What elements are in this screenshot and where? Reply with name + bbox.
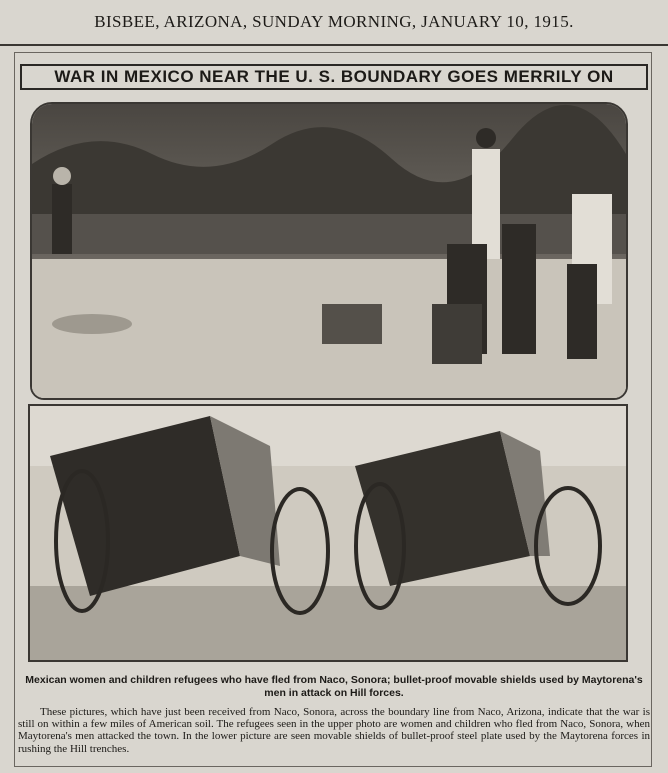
photo-refugees-image <box>32 104 626 398</box>
photo-shields <box>28 404 628 662</box>
article-body: These pictures, which have just been received from Naco, Sonora, across the boundary line from Naco, Arizona, indicate that the war is still on within a few miles of American soil. The refugees seen in the upper photo are women and children who fled from Naco, Sonora, when Maytorena's men attacked the town. In the lower picture are seen movable shields of bullet-proof steel plate used by the Maytorena forces in rushing the Hill trenches. <box>18 706 650 755</box>
photo-shields-image <box>30 406 626 660</box>
photo-caption: Mexican women and children refugees who have fled from Naco, Sonora; bullet-proof movable shields used by Maytorena's men in attack on Hill forces. <box>25 674 643 699</box>
dateline: BISBEE, ARIZONA, SUNDAY MORNING, JANUARY 10, 1915. <box>0 0 668 46</box>
headline: WAR IN MEXICO NEAR THE U. S. BOUNDARY GOES MERRILY ON <box>20 64 648 90</box>
photo-refugees <box>30 102 628 400</box>
